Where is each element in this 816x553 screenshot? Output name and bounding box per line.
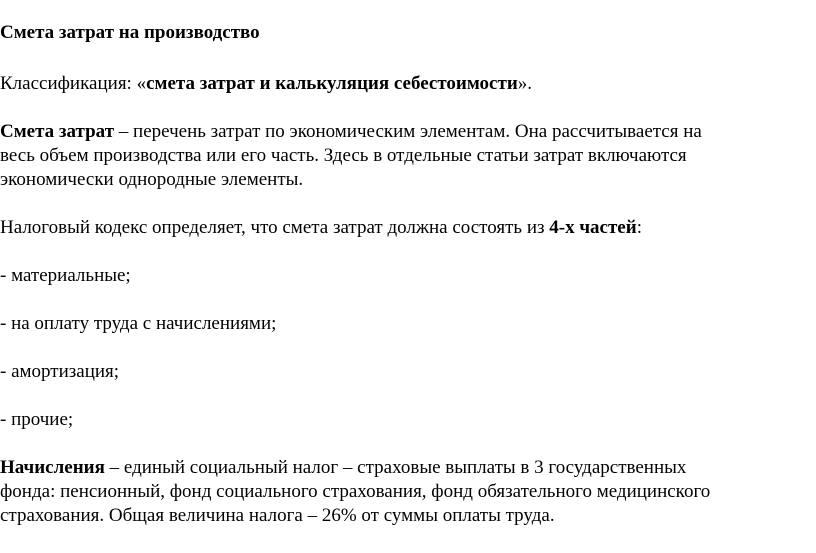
list-item-other: - прочие; — [0, 409, 74, 430]
classification-line — [0, 72, 532, 96]
tax-code-colon: : — [636, 217, 642, 238]
definition-term: Смета затрат — [0, 121, 115, 142]
document-title: Смета затрат на производство — [0, 22, 260, 43]
classification-label: Классификация: — [0, 73, 137, 94]
tax-code-parts-count: 4-х частей — [549, 217, 637, 238]
accruals-term: Начисления — [0, 457, 105, 478]
list-item-labor: - на оплату труда с начислениями; — [0, 313, 277, 334]
accruals-line1-rest: – единый социальный налог – страховые выплаты в 3 государственных — [104, 457, 687, 478]
tax-code-text: Налоговый кодекс определяет, что смета затрат должна состоять из — [0, 217, 550, 238]
definition-line-1 — [0, 120, 702, 144]
list-item-materials: - материальные; — [0, 265, 131, 286]
accruals-line-2: фонда: пенсионный, фонд социального страхования, фонд обязательного медицинского — [0, 481, 711, 502]
classification-value: смета затрат и калькуляция себестоимости — [146, 73, 518, 94]
definition-line-3: экономически однородные элементы. — [0, 169, 304, 190]
tax-code-line — [0, 216, 642, 240]
accruals-line-3: страхования. Общая величина налога – 26% от суммы оплаты труда. — [0, 505, 555, 526]
definition-line-2: весь объем производства или его часть. Здесь в отдельные статьи затрат включаются — [0, 145, 687, 166]
accruals-line-1 — [0, 456, 686, 480]
classification-quote-close: ». — [517, 73, 533, 94]
definition-line1-rest: – перечень затрат по экономическим элементам. Она рассчитывается на — [114, 121, 702, 142]
classification-quote-open: « — [136, 73, 147, 94]
list-item-amortization: - амортизация; — [0, 361, 120, 382]
